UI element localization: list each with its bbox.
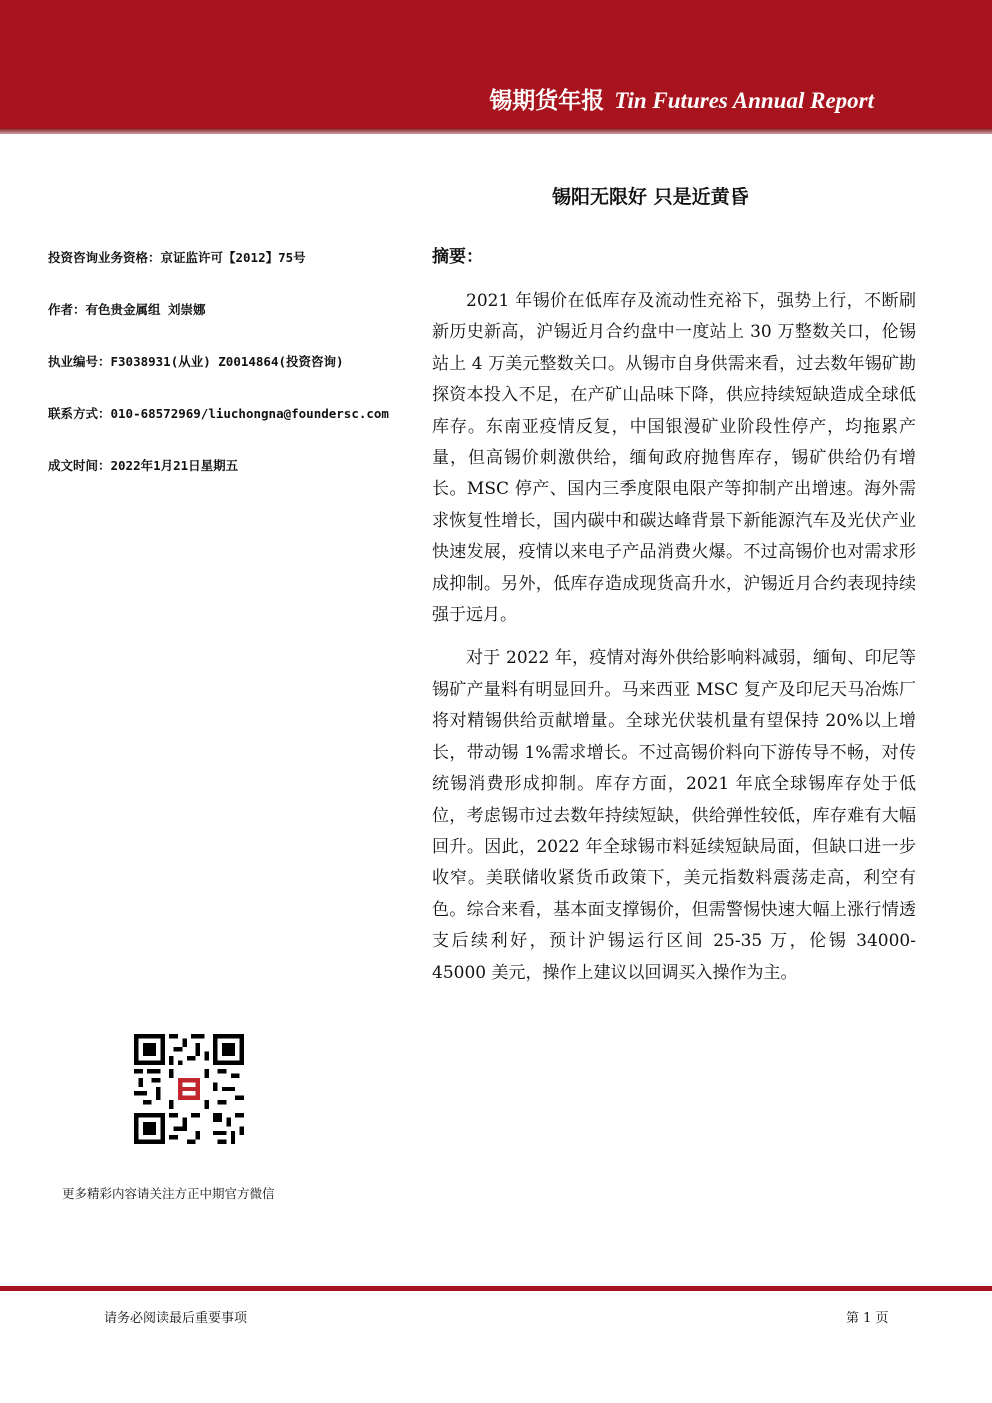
summary-body bbox=[432, 286, 916, 1001]
meta-contact: 联系方式：010-68572969/liuchongna@foundersc.com bbox=[48, 406, 389, 421]
footer-rule bbox=[0, 1286, 992, 1291]
series-title-cn: 锡期货年报 bbox=[489, 88, 605, 114]
meta-date: 成文时间：2022年1月21日星期五 bbox=[48, 458, 239, 473]
meta-license: 执业编号：F3038931(从业) Z0014864(投资咨询) bbox=[48, 354, 344, 369]
summary-heading: 摘要： bbox=[432, 247, 483, 267]
summary-paragraph: 对于 2022 年，疫情对海外供给影响料减弱，缅甸、印尼等锡矿产量料有明显回升。马来西亚 MSC 复产及印尼天马冶炼厂将对精锡供给贡献增量。全球光伏装机量有望保持 20%以上增长，带动锡 1%需求增长。不过高锡价料向下游传导不畅，对传统锡消费形成抑制。库存方面，2021 年底全球锡库存处于低位，考虑锡市过去数年持续短缺，供给弹性较低，库存难有大幅回升。因此，2022 年全球锡市料延续短缺局面，但缺口进一步收窄。美联储收紧货币政策下，美元指数料震荡走高，利空有色。综合来看，基本面支撑锡价，但需警惕快速大幅上涨行情透支后续利好，预计沪锡运行区间 25-35 万，伦锡 34000-45000 美元，操作上建议以回调买入操作为主。 bbox=[432, 648, 916, 983]
footer-disclaimer: 请务必阅读最后重要事项 bbox=[104, 1311, 248, 1326]
meta-qualification: 投资咨询业务资格：京证监许可【2012】75号 bbox=[48, 250, 306, 265]
report-title: 锡阳无限好 只是近黄昏 bbox=[552, 186, 749, 208]
qr-code-icon bbox=[134, 1034, 244, 1144]
report-series-title bbox=[489, 82, 874, 115]
page-number: 第 1 页 bbox=[846, 1311, 889, 1326]
meta-author: 作者：有色贵金属组 刘崇娜 bbox=[48, 302, 206, 317]
series-title-en: Tin Futures Annual Report bbox=[614, 88, 874, 113]
qr-caption: 更多精彩内容请关注方正中期官方微信 bbox=[62, 1186, 275, 1201]
summary-paragraph: 2021 年锡价在低库存及流动性充裕下，强势上行，不断刷新历史新高，沪锡近月合约盘中一度站上 30 万整数关口，伦锡站上 4 万美元整数关口。从锡市自身供需来看，过去数年锡矿勘探资本投入不足，在产矿山品味下降，供应持续短缺造成全球低库存。东南亚疫情反复，中国银漫矿业阶段性停产，均拖累产量，但高锡价刺激供给，缅甸政府抛售库存，锡矿供给仍有增长。MSC 停产、国内三季度限电限产等抑制产出增速。海外需求恢复性增长，国内碳中和碳达峰背景下新能源汽车及光伏产业快速发展，疫情以来电子产品消费火爆。不过高锡价也对需求形成抑制。另外，低库存造成现货高升水，沪锡近月合约表现持续强于远月。 bbox=[432, 291, 916, 626]
author-meta bbox=[48, 248, 418, 508]
header-shadow bbox=[0, 128, 992, 134]
